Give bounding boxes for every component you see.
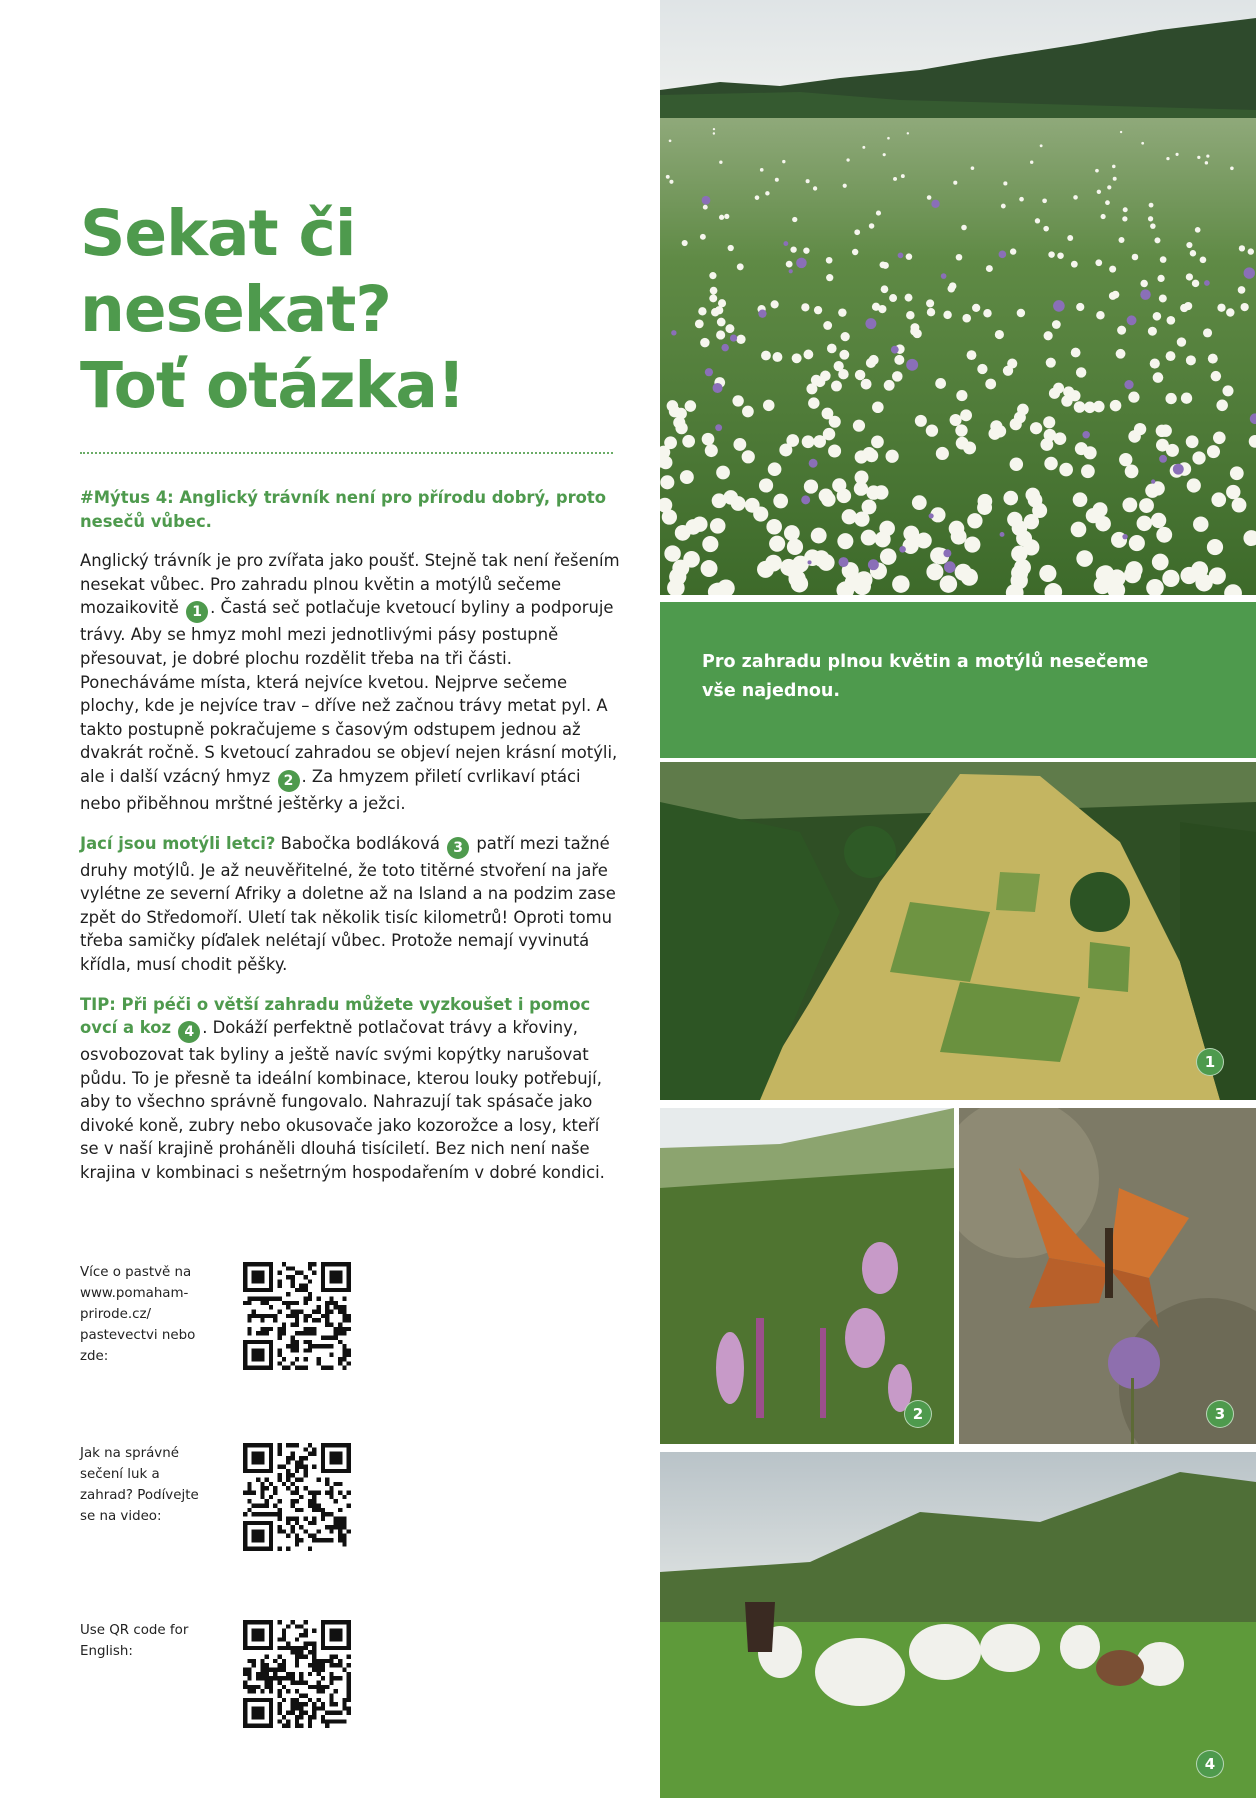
- page-title: [80, 196, 465, 424]
- aerial-mowing-photo: [660, 762, 1256, 1100]
- ref-badge-1: 1: [186, 601, 208, 623]
- photo-badge-3: 3: [1206, 1400, 1234, 1428]
- butterfly-photo: [959, 1108, 1256, 1444]
- paragraph-mowing: [80, 549, 620, 815]
- photo-column: [660, 0, 1256, 1798]
- paragraph-tip: [80, 993, 620, 1185]
- qr-caption-grazing: Více o pastvě na www.pomaham-prirode.cz/ pastevectvi nebo zde:: [80, 1265, 196, 1364]
- title-line-1: Sekat či: [80, 197, 356, 270]
- qr-caption-english: Use QR code for English:: [80, 1623, 189, 1659]
- ref-badge-4: 4: [178, 1021, 200, 1043]
- paragraph-mowing-text-b: . Častá seč potlačuje kvetoucí byliny a podporuje trávy. Aby se hmyz mohl mezi jednotlivými pásy postupně přesouvat, je dobré plochu rozdělit třeba na tři části. Ponecháváme místa, která nejvíce kvetou. Nejprve sečeme plochy, kde je nejvíce trav – dříve než začnou trávy metat pyl. A takto postupně pokračujeme s časovým odstupem jednou až dvakrát ročně. S kvetoucí zahradou se objeví nejen krásní motýli, ale i další vzácný hmyz: [80, 598, 618, 786]
- qr-code-grazing[interactable]: [243, 1262, 351, 1370]
- quote-text: Pro zahradu plnou květin a motýlů nesečeme vše najednou.: [702, 652, 1149, 701]
- qr-caption-video: Jak na správné sečení luk a zahrad? Podívejte se na video:: [80, 1446, 199, 1524]
- flowers-photo: [660, 1108, 954, 1444]
- myth-heading: #Mýtus 4: Anglický trávník není pro přírodu dobrý, proto nesečů vůbec.: [80, 488, 607, 531]
- title-line-3: Toť otázka!: [80, 349, 465, 422]
- meadow-photo: [660, 0, 1256, 595]
- butterflies-lead: Jací jsou motýli letci?: [80, 833, 276, 853]
- qr-code-video[interactable]: [243, 1443, 351, 1551]
- title-line-2: nesekat?: [80, 273, 391, 346]
- tip-lead: TIP: Při péči o větší zahradu můžete vyzkoušet i pomoc ovcí a koz: [80, 994, 591, 1038]
- paragraph-mowing-text-a: Anglický trávník je pro zvířata jako poušť. Stejně tak není řešením nesekat vůbec. Pro zahradu plnou květin a motýlů sečeme mozaikovitě: [80, 551, 620, 618]
- article-body: [80, 486, 620, 1201]
- paragraph-butterflies-text-a: Babočka bodláková: [275, 833, 446, 853]
- photo-badge-2: 2: [904, 1400, 932, 1428]
- ref-badge-2: 2: [278, 770, 300, 792]
- paragraph-tip-text: . Dokáží perfektně potlačovat trávy a křoviny, osvobozovat tak byliny a ještě navíc svými kopýtky narušovat půdu. To je přesně ta ideální kombinace, kterou louky potřebují, aby to všechno správně fungovalo. Nahrazují tak spásače jako divoké koně, zubry nebo okusovače jako kozorožce a losy, kteří se v naší krajině proháněli dlouhá tisíciletí. Bez nich není naše krajina v kombinaci s nešetrným hospodařením v dobré kondici.: [80, 1018, 605, 1183]
- paragraph-butterflies: [80, 832, 620, 977]
- goats-photo: [660, 1452, 1256, 1798]
- dotted-divider: [80, 452, 613, 454]
- ref-badge-3: 3: [447, 837, 469, 859]
- quote-box: [660, 602, 1256, 758]
- qr-code-english[interactable]: [243, 1620, 351, 1728]
- paragraph-mowing-text-c: . Za hmyzem přiletí cvrlikaví ptáci nebo přiběhnou mrštné ještěrky a ježci.: [80, 766, 581, 813]
- paragraph-butterflies-text-b: patří mezi tažné druhy motýlů. Je až neuvěřitelné, že toto titěrné stvoření na jaře vylétne ze severní Afriky a doletne až na Island a na podzim zase zpět do Středomoří. Uletí tak několik tisíc kilometrů! Oproti tomu třeba samičky píďalek nelétají vůbec. Protože nemají vyvinutá křídla, musí chodit pěšky.: [80, 833, 616, 974]
- photo-badge-4: 4: [1196, 1750, 1224, 1778]
- photo-badge-1: 1: [1196, 1048, 1224, 1076]
